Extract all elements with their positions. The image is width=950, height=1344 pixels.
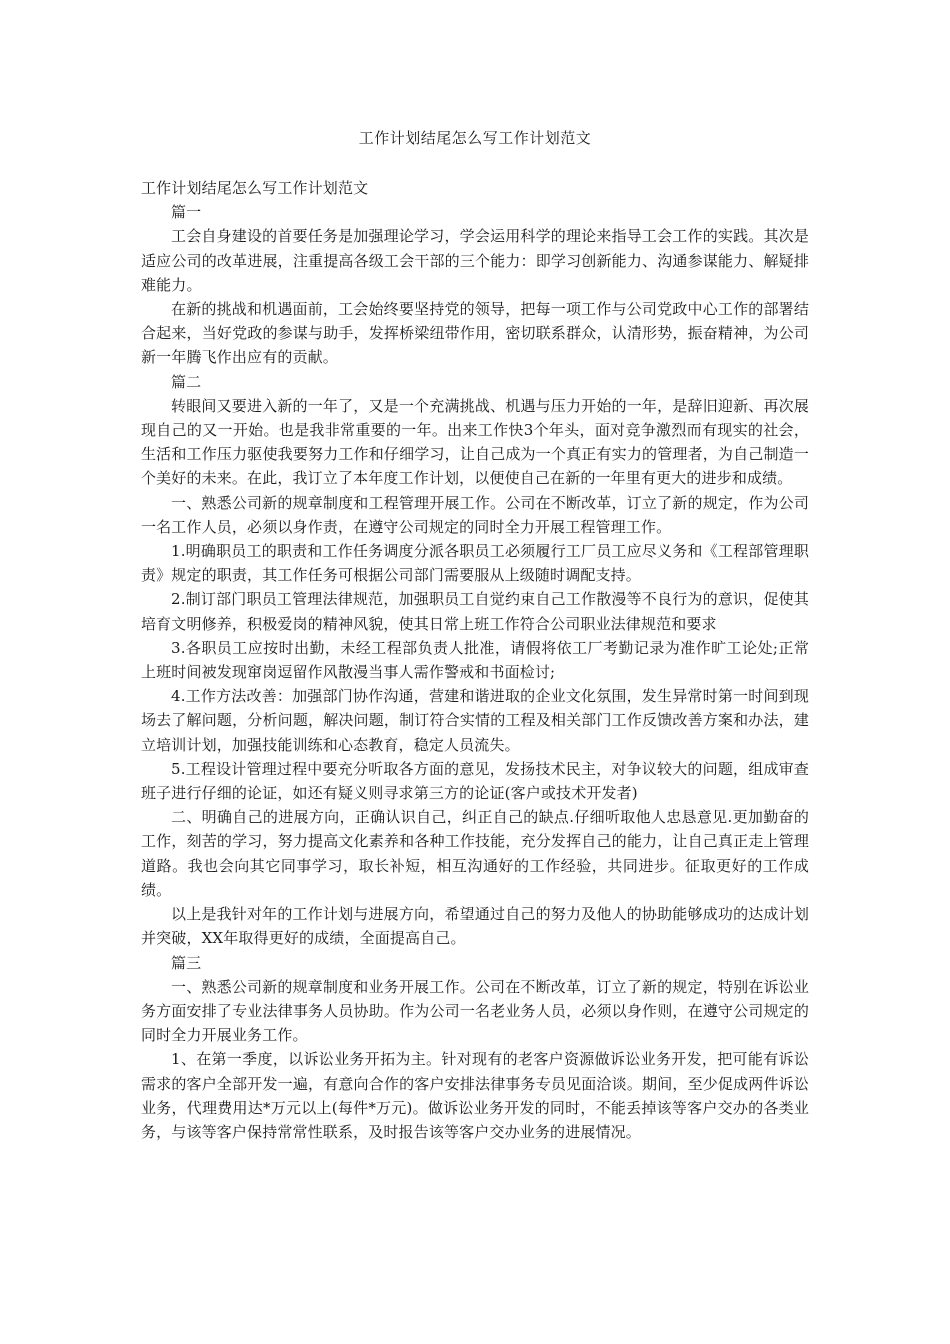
section-label-2: 篇二 xyxy=(171,372,202,391)
paragraph: 转眼间又要进入新的一年了，又是一个充满挑战、机遇与压力开始的一年，是辞旧迎新、再次展现自己的又一开始。也是我非常重要的一年。出来工作快3个年头，面对竞争激烈而有现实的社会，生活和工作压力驱使我要努力工作和仔细学习，让自己成为一个真正有实力的管理者，为自己制造一个美好的未来。在此，我订立了本年度工作计划，以便使自己在新的一年里有更大的进步和成绩。 xyxy=(141,396,809,488)
list-item: 1.明确职员工的职责和工作任务调度分派各职员工必须履行工厂员工应尽义务和《工程部管理职责》规定的职责，其工作任务可根据公司部门需要服从上级随时调配支持。 xyxy=(141,542,809,585)
paragraph: 以上是我针对年的工作计划与进展方向，希望通过自己的努力及他人的协助能够成功的达成计划并突破，XX年取得更好的成绩，全面提高自己。 xyxy=(141,905,809,948)
paragraph: 一、熟悉公司新的规章制度和工程管理开展工作。公司在不断改革，订立了新的规定，作为公司一名工作人员，必须以身作责，在遵守公司规定的同时全力开展工程管理工作。 xyxy=(141,493,809,536)
paragraph: 工会自身建设的首要任务是加强理论学习，学会运用科学的理论来指导工会工作的实践。其次是适应公司的改革进展，注重提高各级工会干部的三个能力：即学习创新能力、沟通参谋能力、解疑排难能力。 xyxy=(141,227,809,294)
section-label-1: 篇一 xyxy=(171,203,202,222)
body-heading: 工作计划结尾怎么写工作计划范文 xyxy=(141,179,369,197)
paragraph: 在新的挑战和机遇面前，工会始终要坚持党的领导，把每一项工作与公司党政中心工作的部署结合起来，当好党政的参谋与助手，发挥桥梁纽带作用，密切联系群众，认清形势，振奋精神，为公司新一年腾飞作出应有的贡献。 xyxy=(141,300,809,367)
paragraph: 二、明确自己的进展方向，正确认识自己，纠正自己的缺点.仔细听取他人忠恳意见.更加勤奋的工作，刻苦的学习，努力提高文化素养和各种工作技能，充分发挥自己的能力，让自己真正走上管理道路。我也会向其它同事学习，取长补短，相互沟通好的工作经验，共同进步。征取更好的工作成绩。 xyxy=(141,808,809,899)
paragraph: 一、熟悉公司新的规章制度和业务开展工作。公司在不断改革，订立了新的规定，特别在诉讼业务方面安排了专业法律事务人员协助。作为公司一名老业务人员，必须以身作则，在遵守公司规定的同时全力开展业务工作。 xyxy=(141,977,809,1045)
document-title: 工作计划结尾怎么写工作计划范文 xyxy=(358,129,592,147)
list-item: 3.各职员工应按时出勤，未经工程部负责人批准，请假将依工厂考勤记录为准作旷工论处;正常上班时间被发现窜岗逗留作风散漫当事人需作警戒和书面检讨; xyxy=(141,638,809,682)
document-body xyxy=(141,176,809,1144)
list-item: 4.工作方法改善：加强部门协作沟通，营建和谐进取的企业文化氛围，发生异常时第一时间到现场去了解问题，分析问题，解决问题，制订符合实情的工程及相关部门工作反馈改善方案和办法，建立培训计划，加强技能训练和心态教育，稳定人员流失。 xyxy=(141,687,809,754)
section-label-3: 篇三 xyxy=(171,953,202,972)
list-item: 2.制订部门职员工管理法律规范，加强职员工自觉约束自己工作散漫等不良行为的意识，促使其培育文明修养，积极爱岗的精神风貌，使其日常上班工作符合公司职业法律规范和要求 xyxy=(141,590,809,633)
list-item: 1、在第一季度，以诉讼业务开拓为主。针对现有的老客户资源做诉讼业务开发，把可能有诉讼需求的客户全部开发一遍，有意向合作的客户安排法律事务专员见面洽谈。期间，至少促成两件诉讼业务，代理费用达*万元以上(每件*万元)。做诉讼业务开发的同时，不能丢掉该等客户交办的各类业务，与该等客户保持常常性联系，及时报告该等客户交办业务的进展情况。 xyxy=(141,1050,809,1141)
list-item: 5.工程设计管理过程中要充分听取各方面的意见，发扬技术民主，对争议较大的问题，组成审查班子进行仔细的论证，如还有疑义则寻求第三方的论证(客户或技术开发者) xyxy=(141,759,809,803)
